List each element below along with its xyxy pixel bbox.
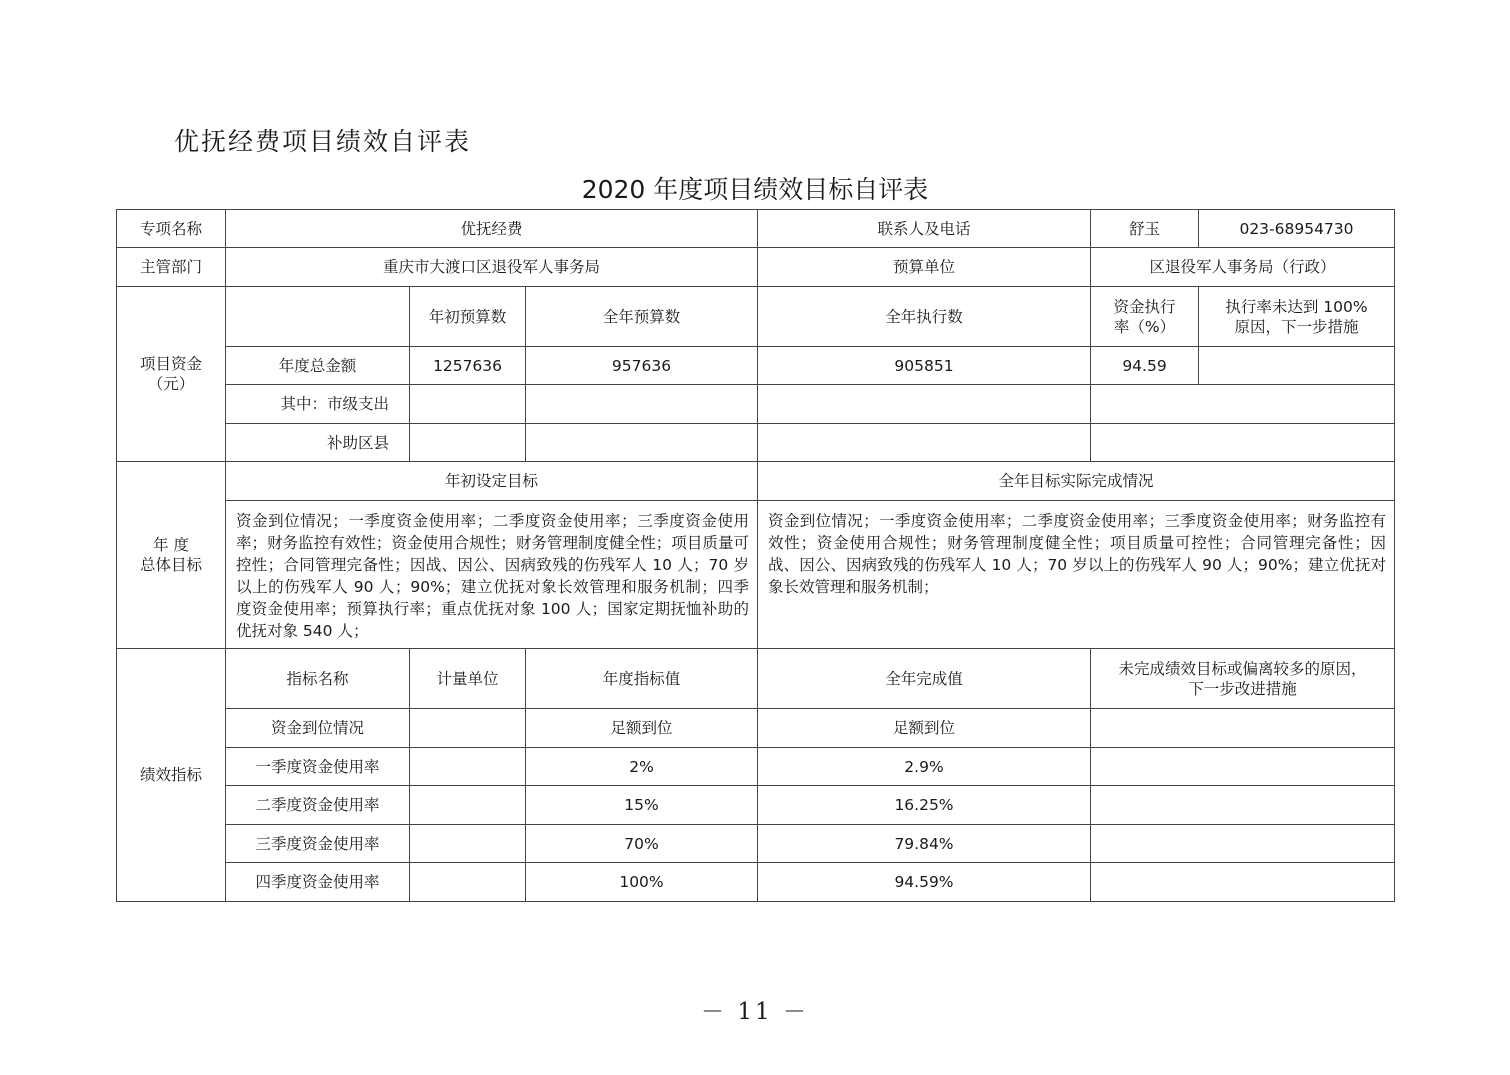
- header-not-reached-line2: 原因，下一步措施: [1234, 317, 1359, 336]
- indicator-target: 足额到位: [526, 709, 758, 748]
- indicator-target: 15%: [526, 786, 758, 825]
- goals-section-label: [117, 462, 226, 649]
- indicator-row: [117, 825, 1395, 863]
- header-indicator-target: 年度指标值: [526, 649, 758, 709]
- indicators-header-row: [117, 649, 1395, 709]
- indicator-actual: 94.59%: [758, 863, 1091, 902]
- indicator-name: 二季度资金使用率: [226, 786, 410, 825]
- header-indicator-actual: 全年完成值: [758, 649, 1091, 709]
- funds-executed-value: 905851: [758, 347, 1091, 385]
- indicator-name: 三季度资金使用率: [226, 825, 410, 863]
- header-not-reached-line1: 执行率未达到 100%: [1225, 297, 1368, 316]
- header-initial-budget: 年初预算数: [410, 287, 526, 347]
- contact-name: 舒玉: [1091, 210, 1199, 248]
- document-title: 优抚经费项目绩效自评表: [174, 127, 472, 156]
- evaluation-table: [116, 209, 1395, 902]
- indicator-reason: [1091, 748, 1395, 786]
- funds-row-label: 年度总金额: [226, 347, 410, 385]
- contact-phone: 023-68954730: [1199, 210, 1395, 248]
- indicator-row: [117, 863, 1395, 902]
- page-number: － 11 －: [701, 999, 809, 1025]
- budget-unit-label: 预算单位: [758, 248, 1091, 287]
- header-not-reached-reason: [1199, 287, 1395, 347]
- indicator-reason: [1091, 786, 1395, 825]
- goals-section-label-line1: 年 度: [153, 536, 189, 554]
- indicator-actual: 2.9%: [758, 748, 1091, 786]
- funds-row-total: [117, 347, 1395, 385]
- funds-rate-value: 94.59: [1091, 347, 1199, 385]
- indicator-row: [117, 709, 1395, 748]
- funds-executed-value: [758, 424, 1091, 462]
- indicator-reason: [1091, 825, 1395, 863]
- funds-section-label-line1: 项目资金: [139, 355, 202, 373]
- indicator-actual: 足额到位: [758, 709, 1091, 748]
- indicator-row: [117, 786, 1395, 825]
- project-label: 专项名称: [117, 210, 226, 248]
- funds-rate-value: [1091, 385, 1395, 424]
- table-title: 2020 年度项目绩效目标自评表: [581, 175, 929, 204]
- funds-annual-value: [526, 424, 758, 462]
- header-indicator-unit: 计量单位: [410, 649, 526, 709]
- indicator-name: 资金到位情况: [226, 709, 410, 748]
- department-row: [117, 248, 1395, 287]
- indicator-unit: [410, 709, 526, 748]
- goals-section-label-line2: 总体目标: [139, 556, 202, 574]
- funds-header-blank: [226, 287, 410, 347]
- goals-actual-header: 全年目标实际完成情况: [758, 462, 1395, 501]
- project-row: [117, 210, 1395, 248]
- header-annual-budget: 全年预算数: [526, 287, 758, 347]
- indicator-unit: [410, 863, 526, 902]
- funds-executed-value: [758, 385, 1091, 424]
- indicator-unit: [410, 825, 526, 863]
- funds-header-row: [117, 287, 1395, 347]
- goals-initial-text: 资金到位情况；一季度资金使用率；二季度资金使用率；三季度资金使用率；财务监控有效性；资金使用合规性；财务管理制度健全性；项目质量可控性；合同管理完备性；因战、因公、因病致残的伤残军人 10 人；70 岁以上的伤残军人 90 人；90%；建立优抚对象长效管理和服务机制；四季度资金使用率；预算执行率；重点优抚对象 100 人；国家定期抚恤补助的优抚对象 540 人；: [226, 501, 758, 649]
- funds-initial-value: [410, 385, 526, 424]
- indicator-target: 70%: [526, 825, 758, 863]
- funds-row-county: [117, 424, 1395, 462]
- header-indicator-name: 指标名称: [226, 649, 410, 709]
- indicator-reason: [1091, 863, 1395, 902]
- header-indicator-reason-line2: 下一步改进措施: [1188, 679, 1297, 698]
- funds-annual-value: [526, 385, 758, 424]
- goals-text-row: [117, 501, 1395, 649]
- header-indicator-reason-line1: 未完成绩效目标或偏离较多的原因，: [1118, 659, 1367, 678]
- header-indicator-reason: [1091, 649, 1395, 709]
- header-execution-rate-line2: 率（%）: [1113, 317, 1176, 336]
- indicator-reason: [1091, 709, 1395, 748]
- department-label: 主管部门: [117, 248, 226, 287]
- budget-unit-value: 区退役军人事务局（行政）: [1091, 248, 1395, 287]
- indicator-target: 2%: [526, 748, 758, 786]
- header-execution-rate-line1: 资金执行: [1113, 297, 1176, 316]
- indicator-name: 一季度资金使用率: [226, 748, 410, 786]
- funds-row-city: [117, 385, 1395, 424]
- indicators-section-label: 绩效指标: [117, 649, 226, 902]
- indicator-unit: [410, 748, 526, 786]
- indicator-actual: 16.25%: [758, 786, 1091, 825]
- funds-initial-value: 1257636: [410, 347, 526, 385]
- funds-rate-value: [1091, 424, 1395, 462]
- funds-row-label: 补助区县: [226, 424, 410, 462]
- funds-section-label-line2: （元）: [147, 375, 195, 393]
- indicator-unit: [410, 786, 526, 825]
- project-name: 优抚经费: [226, 210, 758, 248]
- header-annual-execution: 全年执行数: [758, 287, 1091, 347]
- contact-label: 联系人及电话: [758, 210, 1091, 248]
- funds-reason-value: [1199, 347, 1395, 385]
- indicator-name: 四季度资金使用率: [226, 863, 410, 902]
- funds-row-label: 其中：市级支出: [226, 385, 410, 424]
- goals-initial-header: 年初设定目标: [226, 462, 758, 501]
- funds-section-label: [117, 287, 226, 462]
- goals-header-row: [117, 462, 1395, 501]
- indicator-actual: 79.84%: [758, 825, 1091, 863]
- indicator-row: [117, 748, 1395, 786]
- indicator-target: 100%: [526, 863, 758, 902]
- funds-annual-value: 957636: [526, 347, 758, 385]
- funds-initial-value: [410, 424, 526, 462]
- goals-actual-text: 资金到位情况；一季度资金使用率；二季度资金使用率；三季度资金使用率；财务监控有效性；资金使用合规性；财务管理制度健全性；项目质量可控性；合同管理完备性；因战、因公、因病致残的伤残军人 10 人；70 岁以上的伤残军人 90 人；90%；建立优抚对象长效管理和服务机制；: [758, 501, 1395, 649]
- header-execution-rate: [1091, 287, 1199, 347]
- department-value: 重庆市大渡口区退役军人事务局: [226, 248, 758, 287]
